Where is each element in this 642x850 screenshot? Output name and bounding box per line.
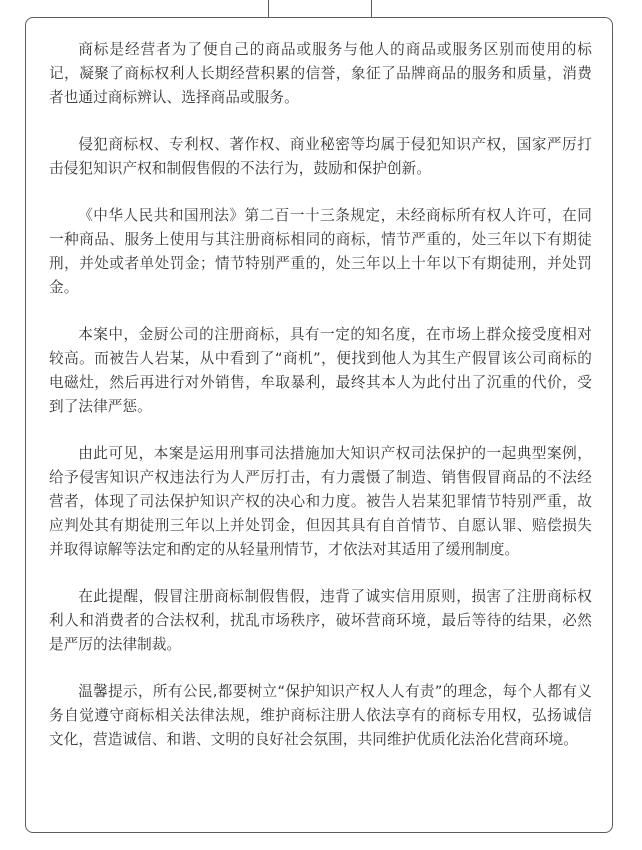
paragraph-warm-tip: 温馨提示，所有公民,都要树立“保护知识产权人人有责”的理念，每个人都有义务自觉遵守商标相关法律法规，维护商标注册人依法享有的商标专用权，弘扬诚信文化，营造诚信、和谐、文明的良好社会氛围，共同维护优质化法治化营商环境。 (49, 683, 592, 748)
paragraph-criminal-law-article-213: 《中华人民共和国刑法》第二百一十三条规定，未经商标所有权人许可，在同一种商品、服务上使用与其注册商标相同的商标，情节严重的，处三年以下有期徒刑，并处或者单处罚金；情节特别严重的，处三年以上十年以下有期徒刑，并处罚金。 (49, 207, 592, 296)
paragraph-case-facts: 本案中，金厨公司的注册商标，具有一定的知名度，在市场上群众接受度相对较高。而被告人岩某，从中看到了“商机”，便找到他人为其生产假冒该公司商标的电磁灶，然后再进行对外销售，牟取暴利，最终其本人为此付出了沉重的代价，受到了法律严惩。 (49, 326, 592, 415)
paragraph-case-analysis: 由此可见，本案是运用刑事司法措施加大知识产权司法保护的一起典型案例，给予侵害知识产权违法行为人严厉打击，有力震慑了制造、销售假冒商品的不法经营者，体现了司法保护知识产权的决心和力度。被告人岩某犯罪情节特别严重，故应判处其有期徒刑三年以上并处罚金，但因其具有自首情节、自愿认罪、赔偿损失并取得谅解等法定和酌定的从轻量刑情节，才依法对其适用了缓刑制度。 (49, 445, 592, 558)
top-connector-line-left (268, 0, 269, 18)
paragraph-ip-infringement: 侵犯商标权、专利权、著作权、商业秘密等均属于侵犯知识产权，国家严厉打击侵犯知识产权和制假售假的不法行为，鼓励和保护创新。 (49, 136, 592, 177)
top-connector-line-right (371, 0, 372, 18)
paragraph-reminder: 在此提醒，假冒注册商标制假售假，违背了诚实信用原则，损害了注册商标权利人和消费者的合法权利，扰乱市场秩序，破坏营商环境，最后等待的结果，必然是严厉的法律制裁。 (49, 588, 592, 653)
paragraph-trademark-definition: 商标是经营者为了便自己的商品或服务与他人的商品或服务区别而使用的标记，凝聚了商标权利人长期经营积累的信誉，象征了品牌商品的服务和质量，消费者也通过商标辨认、选择商品或服务。 (49, 41, 592, 106)
article-card (25, 17, 613, 833)
